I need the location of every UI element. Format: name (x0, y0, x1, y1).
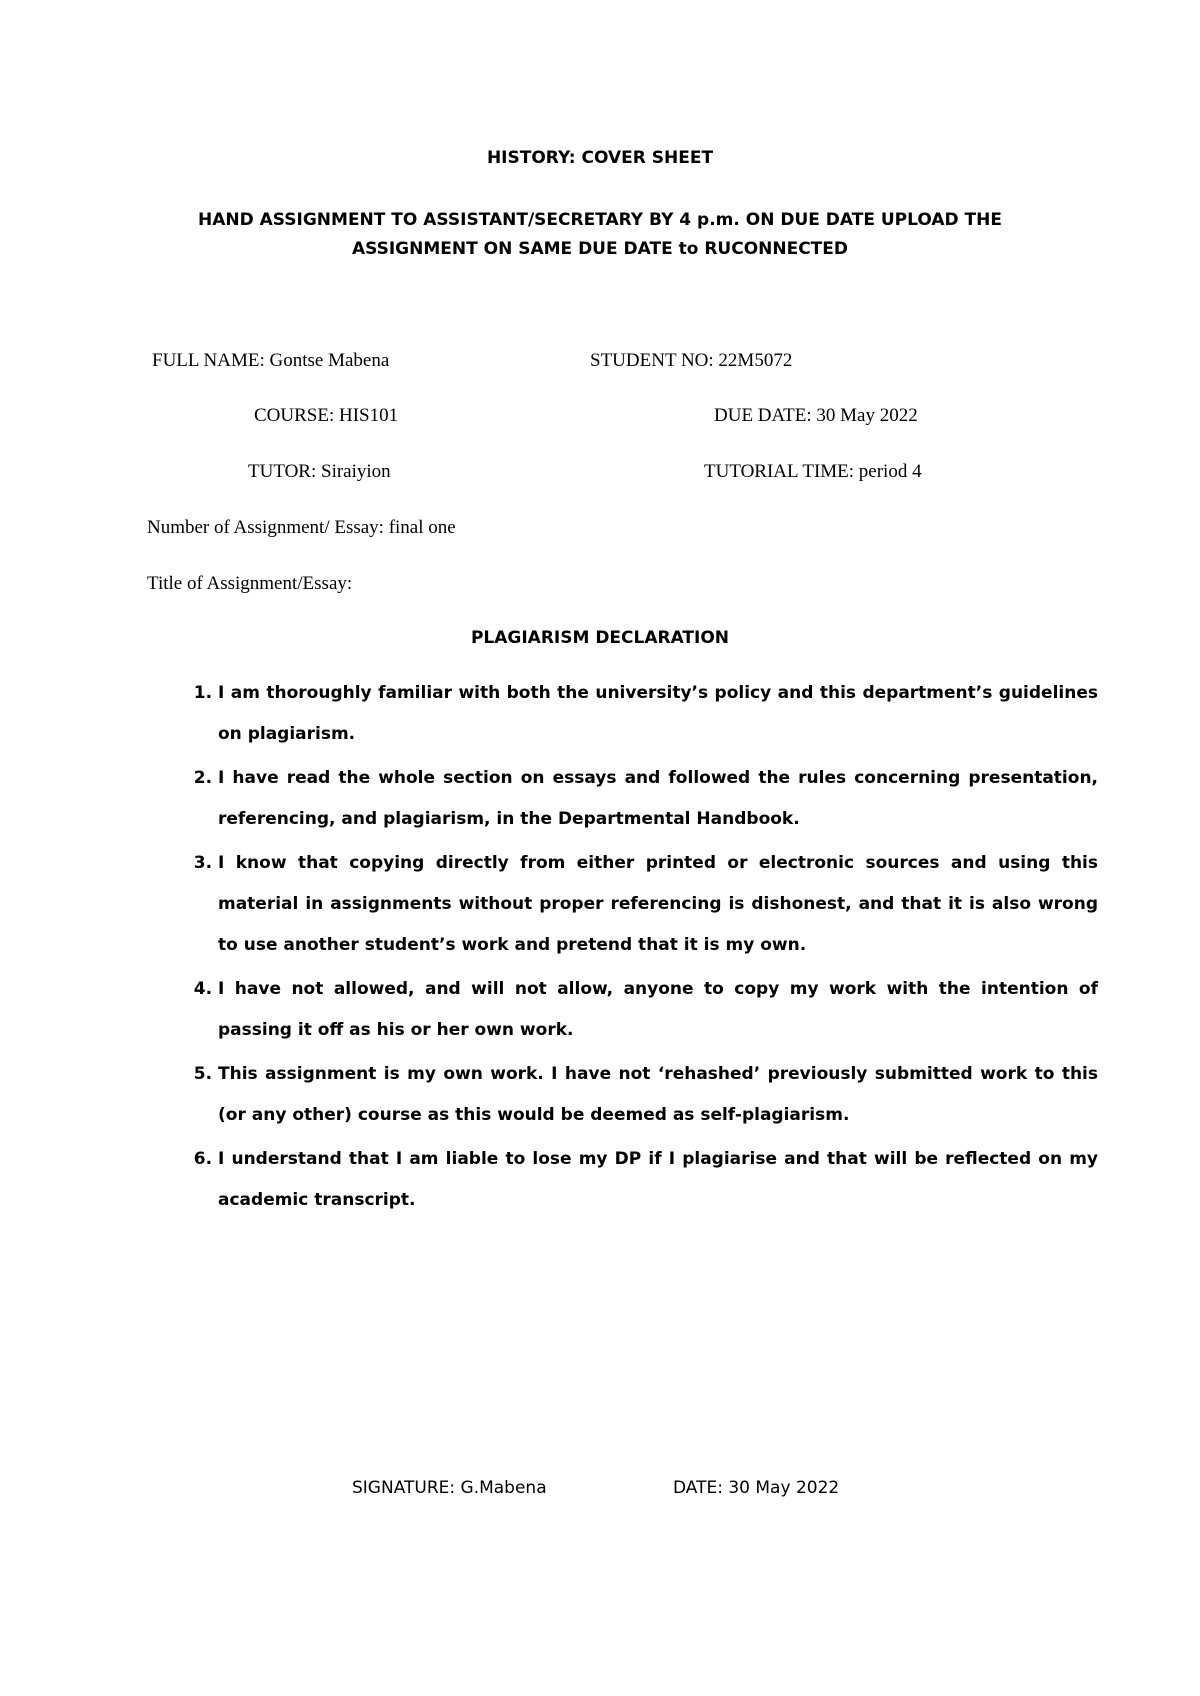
assignment-title-field: Title of Assignment/Essay: (147, 573, 353, 594)
declaration-list (176, 673, 1098, 1224)
tutor-field: TUTOR: Siraiyion (248, 461, 391, 482)
declaration-item: 6. I understand that I am liable to lose my DP if I plagiarise and that will be reflected on my academic transcript. (218, 1139, 1098, 1221)
instruction-line-2: ASSIGNMENT ON SAME DUE DATE to RUCONNECTED (351, 239, 849, 259)
assignment-number-field: Number of Assignment/ Essay: final one (147, 517, 456, 538)
declaration-item: 2. I have read the whole section on essays and followed the rules concerning presentation, referencing, and plagiarism, in the Departmental Handbook. (218, 758, 1098, 840)
tutorial-time-field: TUTORIAL TIME: period 4 (704, 461, 922, 482)
declaration-item: 3. I know that copying directly from either printed or electronic sources and using this material in assignments without proper referencing is dishonest, and that it is also wrong to use another student’s work and pretend that it is my own. (218, 843, 1098, 966)
plagiarism-declaration-title: PLAGIARISM DECLARATION (470, 628, 730, 648)
page-title: HISTORY: COVER SHEET (486, 148, 714, 168)
full-name-field: FULL NAME: Gontse Mabena (152, 350, 390, 371)
declaration-item: 5. This assignment is my own work. I have not ‘rehashed’ previously submitted work to this (or any other) course as this would be deemed as self-plagiarism. (218, 1054, 1098, 1136)
signature-field: SIGNATURE: G.Mabena (352, 1478, 547, 1498)
student-number-field: STUDENT NO: 22M5072 (590, 350, 793, 371)
instruction-line-1: HAND ASSIGNMENT TO ASSISTANT/SECRETARY BY 4 p.m. ON DUE DATE UPLOAD THE (198, 210, 1002, 230)
declaration-item: 1. I am thoroughly familiar with both the university’s policy and this department’s guidelines on plagiarism. (218, 673, 1098, 755)
course-field: COURSE: HIS101 (254, 405, 399, 426)
submission-instructions (0, 206, 1200, 264)
signature-date-field: DATE: 30 May 2022 (673, 1478, 840, 1498)
declaration-item: 4. I have not allowed, and will not allow, anyone to copy my work with the intention of passing it off as his or her own work. (218, 969, 1098, 1051)
due-date-field: DUE DATE: 30 May 2022 (714, 405, 918, 426)
